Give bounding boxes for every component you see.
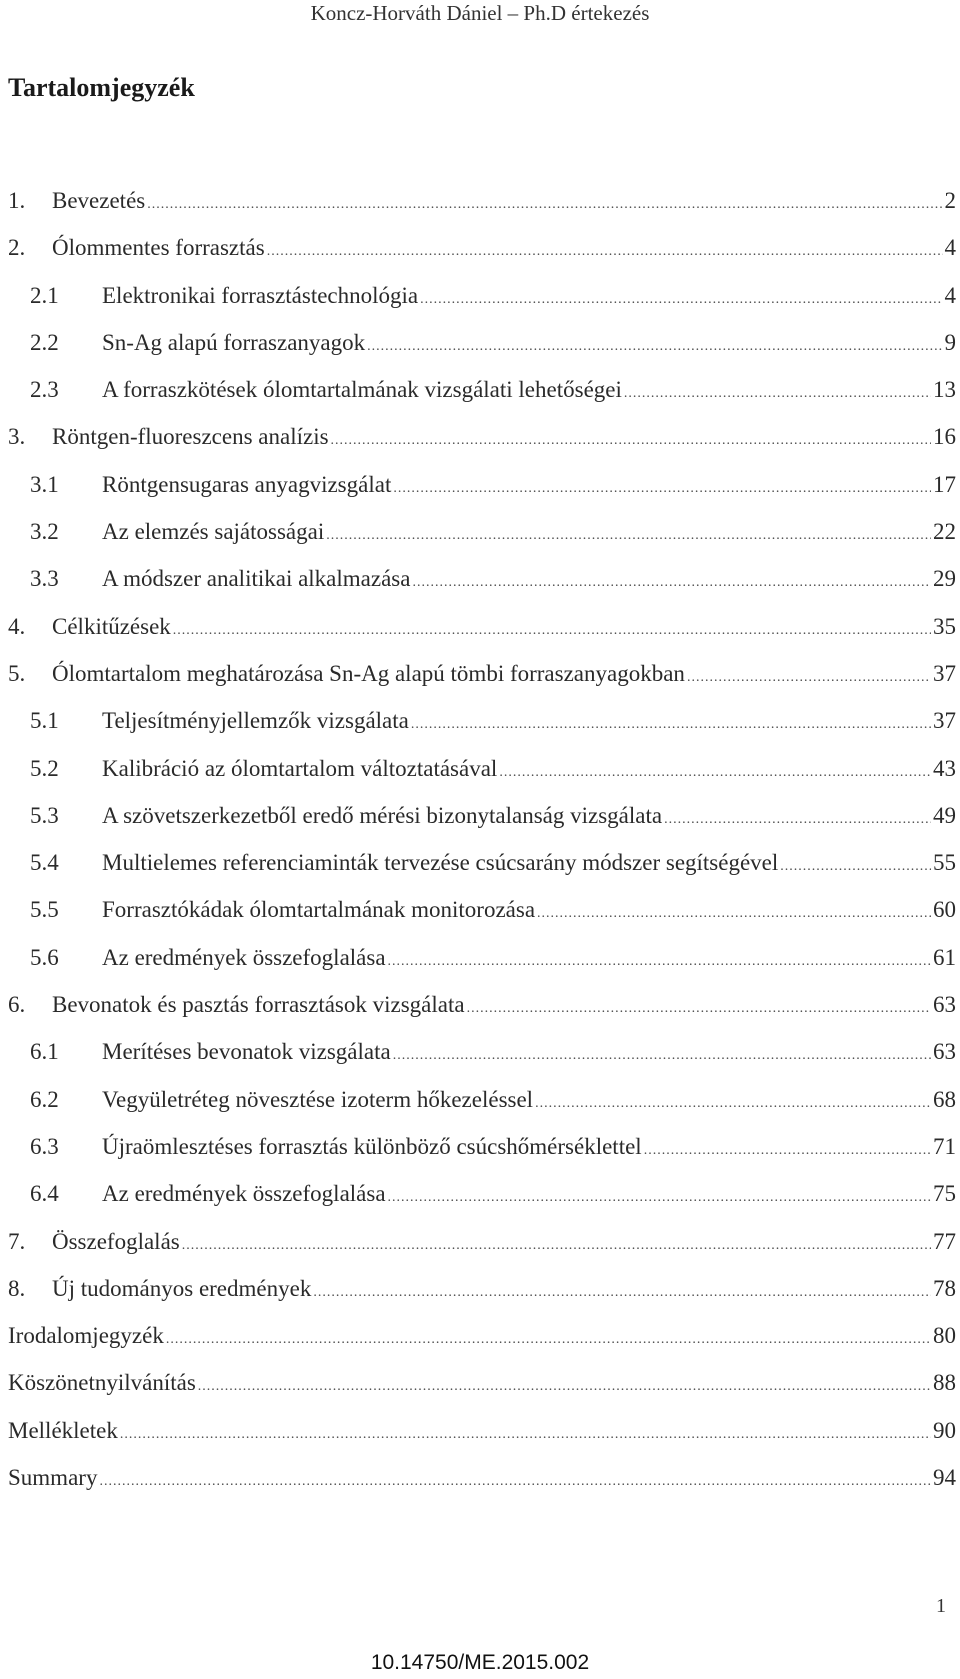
toc-dot-leader: [326, 517, 931, 551]
toc-entry[interactable]: [0, 1037, 960, 1084]
toc-entry-page: 4: [944, 282, 956, 308]
toc-entry-number: 5.: [8, 660, 26, 686]
toc-entry-label: Az elemzés sajátosságai: [102, 519, 325, 545]
toc-entry[interactable]: [0, 1321, 960, 1368]
toc-entry-page: 94: [933, 1465, 956, 1491]
toc-dot-leader: [664, 801, 931, 835]
toc-entry-page: 43: [933, 755, 956, 781]
toc-entry-page: 80: [933, 1323, 956, 1349]
toc-entry-page: 68: [933, 1086, 956, 1112]
toc-dot-leader: [537, 895, 931, 929]
toc-entry-label: Multielemes referenciaminták tervezése csúcsarány módszer segítségével: [102, 850, 779, 876]
toc-entry-label: Az eredmények összefoglalása: [102, 944, 386, 970]
toc-entry-label: A módszer analitikai alkalmazása: [102, 566, 411, 592]
toc-dot-leader: [412, 564, 931, 598]
toc-entry[interactable]: [0, 1132, 960, 1179]
toc-entry-page: 4: [944, 235, 956, 261]
toc-entry[interactable]: [0, 470, 960, 517]
toc-dot-leader: [173, 612, 931, 646]
toc-entry-label: Kalibráció az ólomtartalom változtatásával: [102, 755, 498, 781]
toc-entry-page: 16: [933, 424, 956, 450]
toc-entry-number: 1.: [8, 188, 26, 213]
toc-entry-page: 37: [933, 708, 956, 734]
toc-entry-page: 2: [944, 188, 956, 213]
page-number: 1: [936, 1595, 946, 1617]
toc-dot-leader: [120, 1416, 931, 1450]
toc-entry-page: 63: [933, 1039, 956, 1065]
toc-entry-label: Elektronikai forrasztástechnológia: [102, 282, 419, 308]
toc-entry-page: 61: [933, 944, 956, 970]
toc-entry-label: Röntgensugaras anyagvizsgálat: [102, 471, 392, 497]
toc-entry[interactable]: [0, 1368, 960, 1415]
toc-entry-number: 6.3: [30, 1133, 59, 1159]
toc-entry[interactable]: [0, 990, 960, 1037]
doi-footer: 10.14750/ME.2015.002: [370, 1651, 590, 1674]
toc-entry-label: Merítéses bevonatok vizsgálata: [102, 1039, 391, 1065]
toc-entry-label: Summary: [8, 1465, 98, 1491]
toc-list: [0, 186, 960, 1510]
toc-dot-leader: [644, 1132, 931, 1166]
toc-entry-page: 13: [933, 377, 956, 403]
toc-entry[interactable]: [0, 186, 960, 233]
toc-entry-number: 2.3: [30, 377, 59, 403]
toc-entry-label: Összefoglalás: [52, 1228, 180, 1254]
toc-title: Tartalomjegyzék: [8, 73, 195, 102]
toc-entry-number: 3.1: [30, 471, 59, 497]
toc-entry-label: Új tudományos eredmények: [52, 1275, 312, 1301]
toc-entry-page: 35: [933, 613, 956, 639]
toc-entry-label: Irodalomjegyzék: [8, 1323, 164, 1349]
toc-entry-label: Teljesítményjellemzők vizsgálata: [102, 708, 409, 734]
toc-dot-leader: [411, 706, 931, 740]
toc-entry-label: Ólomtartalom meghatározása Sn-Ag alapú tömbi forraszanyagokban: [52, 660, 685, 686]
toc-entry[interactable]: [0, 943, 960, 990]
toc-entry-label: Köszönetnyilvánítás: [8, 1370, 196, 1396]
toc-entry-number: 5.6: [30, 944, 59, 970]
toc-entry[interactable]: [0, 1416, 960, 1463]
toc-entry-number: 5.2: [30, 755, 59, 781]
toc-entry[interactable]: [0, 801, 960, 848]
toc-entry-label: Ólommentes forrasztás: [52, 235, 265, 261]
toc-entry-number: 7.: [8, 1228, 26, 1254]
toc-dot-leader: [388, 1179, 931, 1213]
toc-entry-label: A szövetszerkezetből eredő mérési bizonytalanság vizsgálata: [102, 802, 663, 828]
toc-entry-label: Sn-Ag alapú forraszanyagok: [102, 329, 366, 355]
toc-entry-page: 55: [933, 850, 956, 876]
toc-dot-leader: [420, 281, 942, 315]
toc-entry[interactable]: [0, 1227, 960, 1274]
toc-entry-page: 78: [933, 1275, 956, 1301]
toc-entry-page: 37: [933, 660, 956, 686]
toc-entry-number: 6.: [8, 992, 26, 1018]
toc-entry-label: Vegyületréteg növesztése izoterm hőkezeléssel: [102, 1086, 534, 1112]
toc-entry[interactable]: [0, 281, 960, 328]
toc-entry-number: 5.1: [30, 708, 59, 734]
toc-entry-label: Forrasztókádak ólomtartalmának monitorozása: [102, 897, 536, 923]
toc-entry-number: 3.2: [30, 519, 59, 545]
toc-entry-label: Az eredmények összefoglalása: [102, 1181, 386, 1207]
toc-entry-page: 71: [933, 1133, 956, 1159]
toc-dot-leader: [388, 943, 931, 977]
toc-dot-leader: [499, 754, 931, 788]
toc-entry-number: 6.2: [30, 1086, 59, 1112]
toc-entry-number: 5.3: [30, 802, 59, 828]
toc-entry-page: 29: [933, 566, 956, 592]
toc-dot-leader: [99, 1463, 931, 1497]
toc-dot-leader: [467, 990, 931, 1024]
toc-entry-number: 8.: [8, 1275, 26, 1301]
toc-entry[interactable]: [0, 233, 960, 280]
toc-entry[interactable]: [0, 659, 960, 706]
toc-entry-number: 2.1: [30, 282, 59, 308]
toc-entry-page: 88: [933, 1370, 956, 1396]
toc-entry-page: 63: [933, 992, 956, 1018]
toc-entry-page: 9: [944, 329, 956, 355]
toc-entry[interactable]: [0, 422, 960, 469]
toc-entry-label: Bevezetés: [52, 188, 146, 213]
toc-dot-leader: [393, 1037, 931, 1071]
toc-entry[interactable]: [0, 1179, 960, 1226]
toc-dot-leader: [198, 1368, 931, 1402]
toc-entry-page: 75: [933, 1181, 956, 1207]
toc-dot-leader: [182, 1227, 931, 1261]
toc-entry-number: 6.4: [30, 1181, 59, 1207]
toc-dot-leader: [313, 1274, 931, 1308]
toc-entry-label: Röntgen-fluoreszcens analízis: [52, 424, 329, 450]
toc-entry[interactable]: [0, 564, 960, 611]
toc-entry-label: Célkitűzések: [52, 613, 171, 639]
toc-dot-leader: [367, 328, 942, 362]
toc-dot-leader: [147, 186, 942, 220]
toc-entry-number: 4.: [8, 613, 26, 639]
toc-entry-number: 3.: [8, 424, 26, 450]
toc-entry[interactable]: [0, 754, 960, 801]
toc-entry[interactable]: [0, 1274, 960, 1321]
toc-entry-page: 60: [933, 897, 956, 923]
toc-entry[interactable]: [0, 848, 960, 895]
toc-entry[interactable]: [0, 895, 960, 942]
toc-entry-number: 6.1: [30, 1039, 59, 1065]
toc-dot-leader: [267, 233, 943, 267]
toc-entry-label: A forraszkötések ólomtartalmának vizsgálati lehetőségei: [102, 377, 622, 403]
toc-entry[interactable]: [0, 328, 960, 375]
toc-entry[interactable]: [0, 517, 960, 564]
toc-entry-number: 2.2: [30, 329, 59, 355]
toc-entry-number: 2.: [8, 235, 26, 261]
toc-entry[interactable]: [0, 375, 960, 422]
toc-dot-leader: [331, 422, 931, 456]
toc-entry-page: 90: [933, 1417, 956, 1443]
toc-entry[interactable]: [0, 612, 960, 659]
toc-entry-number: 3.3: [30, 566, 59, 592]
toc-entry[interactable]: [0, 706, 960, 753]
toc-dot-leader: [393, 470, 931, 504]
running-header: Koncz-Horváth Dániel – Ph.D értekezés: [310, 1, 650, 25]
toc-entry-number: 5.5: [30, 897, 59, 923]
toc-entry-label: Újraömlesztéses forrasztás különböző csúcshőmérséklettel: [102, 1133, 642, 1159]
toc-dot-leader: [535, 1085, 931, 1119]
toc-entry-page: 22: [933, 519, 956, 545]
toc-entry-page: 49: [933, 802, 956, 828]
toc-entry-page: 77: [933, 1228, 956, 1254]
toc-dot-leader: [687, 659, 931, 693]
toc-entry[interactable]: [0, 1463, 960, 1510]
toc-entry-page: 17: [933, 471, 956, 497]
toc-entry[interactable]: [0, 1085, 960, 1132]
toc-dot-leader: [624, 375, 931, 409]
toc-entry-label: Mellékletek: [8, 1417, 118, 1443]
toc-dot-leader: [166, 1321, 931, 1355]
toc-dot-leader: [780, 848, 931, 882]
toc-entry-number: 5.4: [30, 850, 59, 876]
toc-entry-label: Bevonatok és pasztás forrasztások vizsgálata: [52, 992, 465, 1018]
